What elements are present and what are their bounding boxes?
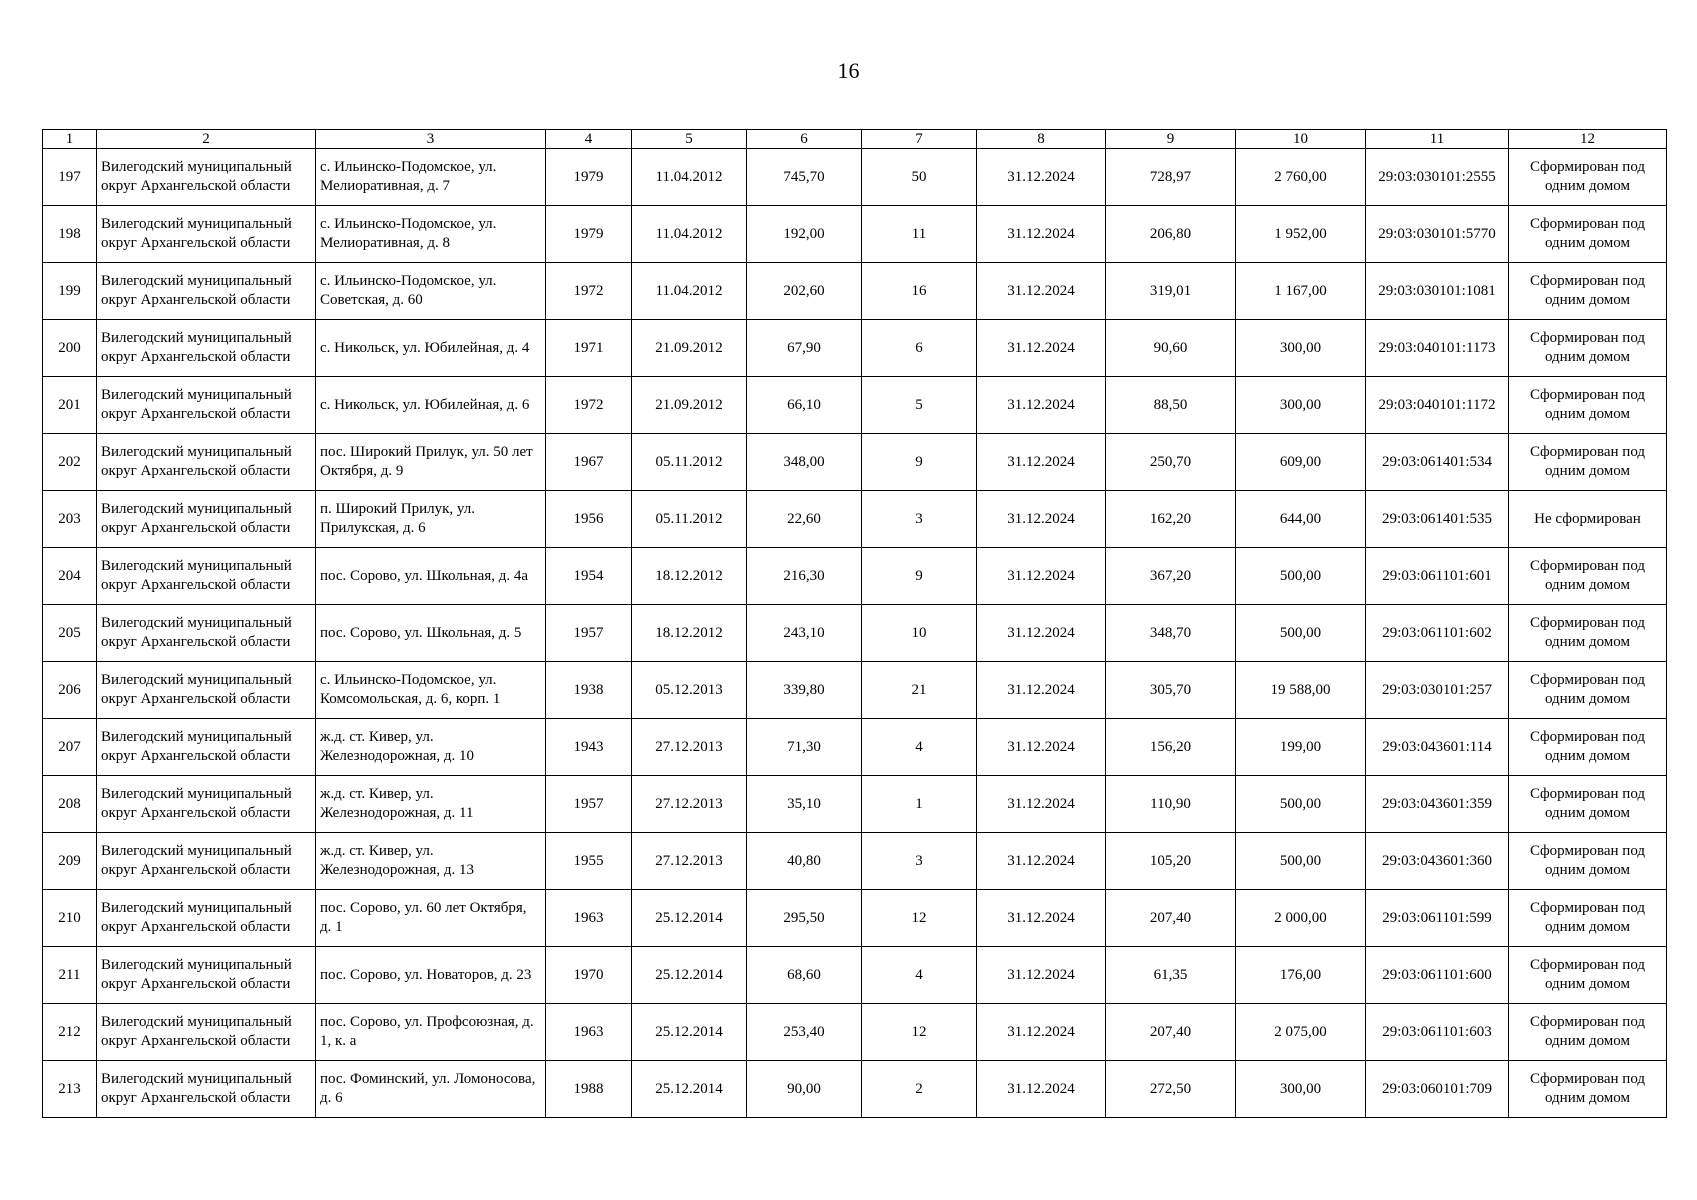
cell-planned-relocation-date: 31.12.2024: [977, 149, 1106, 206]
cell-recognition-date: 25.12.2014: [632, 947, 747, 1004]
cell-planned-relocation-date: 31.12.2024: [977, 1004, 1106, 1061]
cell-recognition-date: 18.12.2012: [632, 548, 747, 605]
cell-settled-area: 156,20: [1106, 719, 1236, 776]
cell-owner: Вилегодский муниципальный округ Архангельской области: [97, 149, 316, 206]
cell-address: с. Никольск, ул. Юбилейная, д. 4: [316, 320, 546, 377]
cell-residents-count: 1: [862, 776, 977, 833]
cell-recognition-date: 11.04.2012: [632, 206, 747, 263]
cell-area: 202,60: [747, 263, 862, 320]
cell-owner: Вилегодский муниципальный округ Архангельской области: [97, 377, 316, 434]
cell-area: 216,30: [747, 548, 862, 605]
cell-owner: Вилегодский муниципальный округ Архангельской области: [97, 890, 316, 947]
cell-row-number: 201: [43, 377, 97, 434]
cell-residents-count: 10: [862, 605, 977, 662]
cell-residents-count: 2: [862, 1061, 977, 1118]
column-header-5: 5: [632, 130, 747, 149]
cell-land-status: Сформирован под одним домом: [1509, 1061, 1667, 1118]
cell-settled-area: 206,80: [1106, 206, 1236, 263]
cell-build-year: 1956: [546, 491, 632, 548]
cell-land-status: Сформирован под одним домом: [1509, 377, 1667, 434]
cell-area: 71,30: [747, 719, 862, 776]
cell-row-number: 212: [43, 1004, 97, 1061]
cell-land-area: 300,00: [1236, 1061, 1366, 1118]
cell-build-year: 1979: [546, 206, 632, 263]
cell-address: ж.д. ст. Кивер, ул. Железнодорожная, д. 13: [316, 833, 546, 890]
cell-settled-area: 207,40: [1106, 890, 1236, 947]
column-header-6: 6: [747, 130, 862, 149]
cell-recognition-date: 27.12.2013: [632, 776, 747, 833]
cell-residents-count: 4: [862, 947, 977, 1004]
cell-planned-relocation-date: 31.12.2024: [977, 833, 1106, 890]
table-row: [43, 1004, 1667, 1061]
cell-build-year: 1970: [546, 947, 632, 1004]
cell-row-number: 207: [43, 719, 97, 776]
cell-cadastral-number: 29:03:061101:603: [1366, 1004, 1509, 1061]
cell-owner: Вилегодский муниципальный округ Архангельской области: [97, 1061, 316, 1118]
cell-owner: Вилегодский муниципальный округ Архангельской области: [97, 605, 316, 662]
cell-build-year: 1957: [546, 605, 632, 662]
cell-residents-count: 12: [862, 890, 977, 947]
column-header-9: 9: [1106, 130, 1236, 149]
cell-row-number: 210: [43, 890, 97, 947]
cell-residents-count: 9: [862, 434, 977, 491]
cell-address: пос. Широкий Прилук, ул. 50 лет Октября, д. 9: [316, 434, 546, 491]
cell-planned-relocation-date: 31.12.2024: [977, 662, 1106, 719]
cell-cadastral-number: 29:03:061101:599: [1366, 890, 1509, 947]
cell-settled-area: 250,70: [1106, 434, 1236, 491]
cell-address: с. Ильинско-Подомское, ул. Комсомольская, д. 6, корп. 1: [316, 662, 546, 719]
table-row: [43, 662, 1667, 719]
cell-recognition-date: 11.04.2012: [632, 263, 747, 320]
table-row: [43, 377, 1667, 434]
cell-land-status: Сформирован под одним домом: [1509, 890, 1667, 947]
cell-build-year: 1943: [546, 719, 632, 776]
cell-planned-relocation-date: 31.12.2024: [977, 776, 1106, 833]
cell-address: с. Ильинско-Подомское, ул. Мелиоративная, д. 8: [316, 206, 546, 263]
cell-land-area: 500,00: [1236, 605, 1366, 662]
cell-land-area: 300,00: [1236, 320, 1366, 377]
column-header-4: 4: [546, 130, 632, 149]
cell-cadastral-number: 29:03:040101:1172: [1366, 377, 1509, 434]
cell-area: 35,10: [747, 776, 862, 833]
cell-address: ж.д. ст. Кивер, ул. Железнодорожная, д. 11: [316, 776, 546, 833]
cell-owner: Вилегодский муниципальный округ Архангельской области: [97, 548, 316, 605]
cell-land-status: Сформирован под одним домом: [1509, 263, 1667, 320]
cell-area: 40,80: [747, 833, 862, 890]
cell-land-status: Сформирован под одним домом: [1509, 776, 1667, 833]
cell-area: 90,00: [747, 1061, 862, 1118]
cell-row-number: 206: [43, 662, 97, 719]
cell-cadastral-number: 29:03:061101:601: [1366, 548, 1509, 605]
cell-area: 66,10: [747, 377, 862, 434]
cell-build-year: 1988: [546, 1061, 632, 1118]
cell-owner: Вилегодский муниципальный округ Архангельской области: [97, 434, 316, 491]
cell-land-status: Сформирован под одним домом: [1509, 320, 1667, 377]
cell-area: 745,70: [747, 149, 862, 206]
cell-land-area: 300,00: [1236, 377, 1366, 434]
cell-land-area: 1 952,00: [1236, 206, 1366, 263]
table-row: [43, 149, 1667, 206]
cell-residents-count: 4: [862, 719, 977, 776]
cell-recognition-date: 27.12.2013: [632, 833, 747, 890]
cell-build-year: 1963: [546, 1004, 632, 1061]
cell-planned-relocation-date: 31.12.2024: [977, 434, 1106, 491]
cell-address: пос. Фоминский, ул. Ломоносова, д. 6: [316, 1061, 546, 1118]
cell-settled-area: 305,70: [1106, 662, 1236, 719]
cell-settled-area: 110,90: [1106, 776, 1236, 833]
cell-settled-area: 90,60: [1106, 320, 1236, 377]
cell-land-area: 609,00: [1236, 434, 1366, 491]
table-row: [43, 947, 1667, 1004]
cell-row-number: 213: [43, 1061, 97, 1118]
cell-recognition-date: 25.12.2014: [632, 1061, 747, 1118]
cell-land-area: 1 167,00: [1236, 263, 1366, 320]
cell-residents-count: 12: [862, 1004, 977, 1061]
cell-area: 339,80: [747, 662, 862, 719]
cell-recognition-date: 21.09.2012: [632, 377, 747, 434]
cell-land-area: 2 760,00: [1236, 149, 1366, 206]
cell-planned-relocation-date: 31.12.2024: [977, 947, 1106, 1004]
cell-build-year: 1955: [546, 833, 632, 890]
cell-settled-area: 348,70: [1106, 605, 1236, 662]
column-header-1: 1: [43, 130, 97, 149]
cell-land-area: 644,00: [1236, 491, 1366, 548]
cell-residents-count: 11: [862, 206, 977, 263]
cell-planned-relocation-date: 31.12.2024: [977, 206, 1106, 263]
cell-area: 192,00: [747, 206, 862, 263]
cell-cadastral-number: 29:03:061101:600: [1366, 947, 1509, 1004]
cell-land-status: Сформирован под одним домом: [1509, 206, 1667, 263]
cell-cadastral-number: 29:03:061101:602: [1366, 605, 1509, 662]
cell-row-number: 204: [43, 548, 97, 605]
cell-land-status: Не сформирован: [1509, 491, 1667, 548]
cell-cadastral-number: 29:03:040101:1173: [1366, 320, 1509, 377]
cell-residents-count: 50: [862, 149, 977, 206]
cell-cadastral-number: 29:03:043601:114: [1366, 719, 1509, 776]
cell-build-year: 1967: [546, 434, 632, 491]
cell-address: с. Ильинско-Подомское, ул. Советская, д. 60: [316, 263, 546, 320]
cell-row-number: 198: [43, 206, 97, 263]
cell-land-area: 2 075,00: [1236, 1004, 1366, 1061]
table-header: [43, 130, 1667, 149]
cell-address: с. Ильинско-Подомское, ул. Мелиоративная, д. 7: [316, 149, 546, 206]
cell-row-number: 208: [43, 776, 97, 833]
cell-cadastral-number: 29:03:030101:5770: [1366, 206, 1509, 263]
cell-owner: Вилегодский муниципальный округ Архангельской области: [97, 320, 316, 377]
cell-recognition-date: 25.12.2014: [632, 1004, 747, 1061]
cell-owner: Вилегодский муниципальный округ Архангельской области: [97, 491, 316, 548]
cell-cadastral-number: 29:03:043601:359: [1366, 776, 1509, 833]
table-row: [43, 491, 1667, 548]
housing-registry-table: [42, 129, 1667, 1118]
cell-area: 67,90: [747, 320, 862, 377]
cell-land-area: 199,00: [1236, 719, 1366, 776]
cell-build-year: 1979: [546, 149, 632, 206]
cell-address: с. Никольск, ул. Юбилейная, д. 6: [316, 377, 546, 434]
cell-build-year: 1938: [546, 662, 632, 719]
cell-build-year: 1954: [546, 548, 632, 605]
table-row: [43, 776, 1667, 833]
cell-cadastral-number: 29:03:061401:534: [1366, 434, 1509, 491]
cell-build-year: 1957: [546, 776, 632, 833]
column-header-11: 11: [1366, 130, 1509, 149]
cell-land-status: Сформирован под одним домом: [1509, 947, 1667, 1004]
column-header-12: 12: [1509, 130, 1667, 149]
cell-settled-area: 61,35: [1106, 947, 1236, 1004]
cell-build-year: 1971: [546, 320, 632, 377]
cell-land-area: 500,00: [1236, 833, 1366, 890]
table-row: [43, 434, 1667, 491]
cell-build-year: 1972: [546, 263, 632, 320]
table-row: [43, 206, 1667, 263]
cell-cadastral-number: 29:03:060101:709: [1366, 1061, 1509, 1118]
cell-address: пос. Сорово, ул. Школьная, д. 5: [316, 605, 546, 662]
cell-settled-area: 88,50: [1106, 377, 1236, 434]
cell-planned-relocation-date: 31.12.2024: [977, 890, 1106, 947]
cell-row-number: 205: [43, 605, 97, 662]
cell-owner: Вилегодский муниципальный округ Архангельской области: [97, 206, 316, 263]
cell-area: 348,00: [747, 434, 862, 491]
cell-residents-count: 5: [862, 377, 977, 434]
cell-cadastral-number: 29:03:043601:360: [1366, 833, 1509, 890]
cell-area: 68,60: [747, 947, 862, 1004]
cell-settled-area: 728,97: [1106, 149, 1236, 206]
cell-area: 243,10: [747, 605, 862, 662]
cell-owner: Вилегодский муниципальный округ Архангельской области: [97, 947, 316, 1004]
cell-recognition-date: 05.11.2012: [632, 491, 747, 548]
cell-address: пос. Сорово, ул. Школьная, д. 4а: [316, 548, 546, 605]
cell-planned-relocation-date: 31.12.2024: [977, 263, 1106, 320]
cell-cadastral-number: 29:03:030101:257: [1366, 662, 1509, 719]
cell-recognition-date: 05.11.2012: [632, 434, 747, 491]
cell-settled-area: 105,20: [1106, 833, 1236, 890]
column-header-7: 7: [862, 130, 977, 149]
page-number: 16: [837, 58, 860, 83]
table-body: [43, 149, 1667, 1118]
column-number-row: [43, 130, 1667, 149]
cell-settled-area: 162,20: [1106, 491, 1236, 548]
cell-area: 22,60: [747, 491, 862, 548]
cell-land-status: Сформирован под одним домом: [1509, 434, 1667, 491]
cell-owner: Вилегодский муниципальный округ Архангельской области: [97, 662, 316, 719]
cell-planned-relocation-date: 31.12.2024: [977, 377, 1106, 434]
cell-owner: Вилегодский муниципальный округ Архангельской области: [97, 263, 316, 320]
cell-recognition-date: 11.04.2012: [632, 149, 747, 206]
cell-residents-count: 16: [862, 263, 977, 320]
cell-owner: Вилегодский муниципальный округ Архангельской области: [97, 833, 316, 890]
cell-owner: Вилегодский муниципальный округ Архангельской области: [97, 719, 316, 776]
cell-settled-area: 367,20: [1106, 548, 1236, 605]
cell-cadastral-number: 29:03:061401:535: [1366, 491, 1509, 548]
cell-recognition-date: 25.12.2014: [632, 890, 747, 947]
cell-owner: Вилегодский муниципальный округ Архангельской области: [97, 776, 316, 833]
cell-area: 295,50: [747, 890, 862, 947]
cell-build-year: 1963: [546, 890, 632, 947]
cell-land-area: 500,00: [1236, 776, 1366, 833]
cell-cadastral-number: 29:03:030101:1081: [1366, 263, 1509, 320]
cell-residents-count: 9: [862, 548, 977, 605]
cell-planned-relocation-date: 31.12.2024: [977, 548, 1106, 605]
cell-address: пос. Сорово, ул. Профсоюзная, д. 1, к. а: [316, 1004, 546, 1061]
cell-address: ж.д. ст. Кивер, ул. Железнодорожная, д. 10: [316, 719, 546, 776]
cell-land-status: Сформирован под одним домом: [1509, 833, 1667, 890]
cell-settled-area: 319,01: [1106, 263, 1236, 320]
cell-address: п. Широкий Прилук, ул. Прилукская, д. 6: [316, 491, 546, 548]
cell-land-area: 2 000,00: [1236, 890, 1366, 947]
cell-settled-area: 207,40: [1106, 1004, 1236, 1061]
column-header-2: 2: [97, 130, 316, 149]
cell-land-area: 500,00: [1236, 548, 1366, 605]
cell-row-number: 199: [43, 263, 97, 320]
cell-row-number: 200: [43, 320, 97, 377]
cell-land-status: Сформирован под одним домом: [1509, 548, 1667, 605]
table-row: [43, 719, 1667, 776]
cell-land-status: Сформирован под одним домом: [1509, 149, 1667, 206]
cell-row-number: 202: [43, 434, 97, 491]
cell-land-status: Сформирован под одним домом: [1509, 719, 1667, 776]
cell-address: пос. Сорово, ул. 60 лет Октября, д. 1: [316, 890, 546, 947]
cell-recognition-date: 18.12.2012: [632, 605, 747, 662]
cell-row-number: 211: [43, 947, 97, 1004]
table-row: [43, 833, 1667, 890]
cell-settled-area: 272,50: [1106, 1061, 1236, 1118]
cell-land-status: Сформирован под одним домом: [1509, 662, 1667, 719]
cell-build-year: 1972: [546, 377, 632, 434]
table-row: [43, 320, 1667, 377]
cell-residents-count: 21: [862, 662, 977, 719]
cell-land-area: 176,00: [1236, 947, 1366, 1004]
cell-land-status: Сформирован под одним домом: [1509, 605, 1667, 662]
cell-row-number: 203: [43, 491, 97, 548]
cell-recognition-date: 21.09.2012: [632, 320, 747, 377]
cell-planned-relocation-date: 31.12.2024: [977, 491, 1106, 548]
table-row: [43, 548, 1667, 605]
table-row: [43, 605, 1667, 662]
cell-recognition-date: 27.12.2013: [632, 719, 747, 776]
cell-owner: Вилегодский муниципальный округ Архангельской области: [97, 1004, 316, 1061]
cell-planned-relocation-date: 31.12.2024: [977, 1061, 1106, 1118]
cell-planned-relocation-date: 31.12.2024: [977, 320, 1106, 377]
cell-residents-count: 3: [862, 491, 977, 548]
cell-address: пос. Сорово, ул. Новаторов, д. 23: [316, 947, 546, 1004]
cell-planned-relocation-date: 31.12.2024: [977, 605, 1106, 662]
cell-residents-count: 6: [862, 320, 977, 377]
table-row: [43, 263, 1667, 320]
column-header-3: 3: [316, 130, 546, 149]
cell-cadastral-number: 29:03:030101:2555: [1366, 149, 1509, 206]
cell-recognition-date: 05.12.2013: [632, 662, 747, 719]
cell-residents-count: 3: [862, 833, 977, 890]
cell-planned-relocation-date: 31.12.2024: [977, 719, 1106, 776]
cell-area: 253,40: [747, 1004, 862, 1061]
table-row: [43, 1061, 1667, 1118]
cell-land-area: 19 588,00: [1236, 662, 1366, 719]
column-header-8: 8: [977, 130, 1106, 149]
column-header-10: 10: [1236, 130, 1366, 149]
cell-row-number: 209: [43, 833, 97, 890]
cell-row-number: 197: [43, 149, 97, 206]
table-row: [43, 890, 1667, 947]
cell-land-status: Сформирован под одним домом: [1509, 1004, 1667, 1061]
